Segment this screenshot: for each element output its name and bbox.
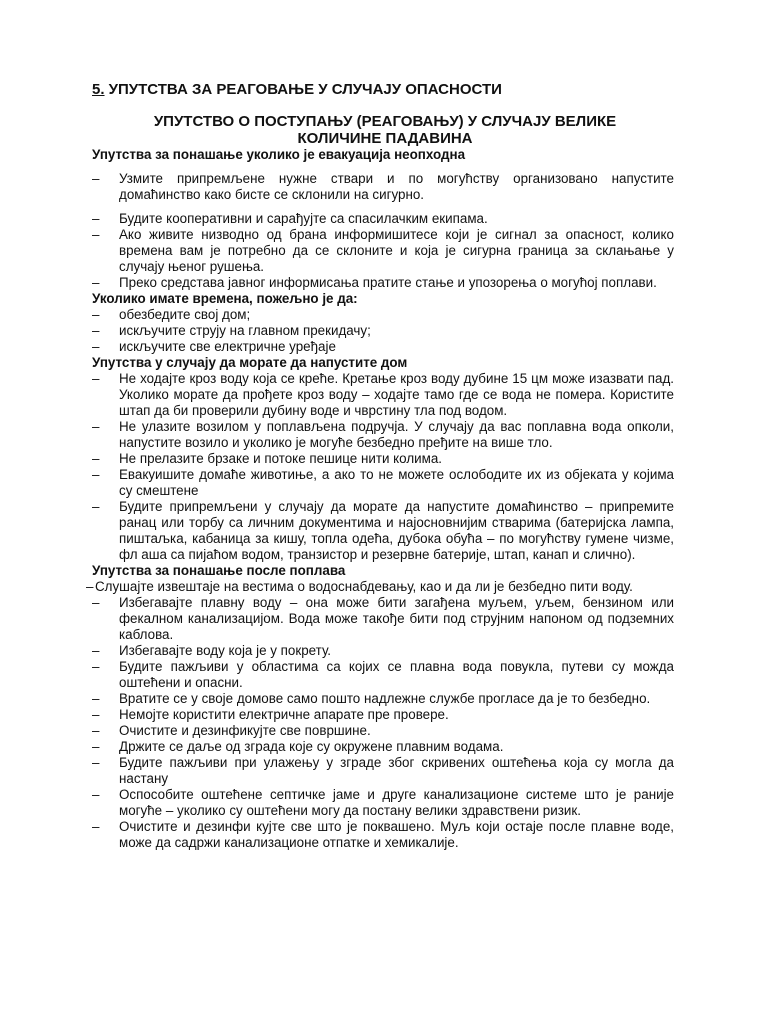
list-item-text: искључите све електричне уређаје <box>119 339 336 354</box>
dash-bullet: – <box>92 691 100 706</box>
dash-bullet: – <box>92 723 100 738</box>
list-item-text: Слушајте извештаје на вестима о водоснабдевању, као и да ли је безбедно пити воду. <box>95 579 633 594</box>
dash-bullet: – <box>92 707 100 722</box>
list-item-text: искључите струју на главном прекидачу; <box>119 323 371 338</box>
list-item <box>92 739 674 755</box>
list-item-text: Очистите и дезинфикујте све површине. <box>119 723 371 738</box>
dash-bullet: – <box>92 275 100 290</box>
list-item-text: Избегавајте воду која је у покрету. <box>119 643 332 658</box>
dash-bullet: – <box>92 467 100 482</box>
list-item-text: Будите кооперативни и сарађујте са спасилачким екипама. <box>119 211 488 226</box>
list-item-text: Избегавајте плавну воду – она може бити загађена муљем, уљем, бензином или фекалном канализацијом. Вода може такође бити под струјним напоном од подземних каблова. <box>119 595 674 642</box>
list-item <box>92 659 674 691</box>
list-item-text: Оспособите оштећене септичке јаме и друге канализационе системе што је раније могуће – уколико су оштећени могу да постану велики здравствени ризик. <box>119 787 674 818</box>
dash-bullet: – <box>92 739 100 754</box>
document-title-line-2: КОЛИЧИНЕ ПАДАВИНА <box>297 130 473 147</box>
section-heading-evacuation: Упутства за понашање уколико је евакуација неопходна <box>92 147 466 162</box>
list-item <box>92 819 674 851</box>
document-body <box>86 147 674 851</box>
section-heading-if-time: Уколико имате времена, пожељно је да: <box>92 291 358 306</box>
list-leave-home <box>92 371 674 563</box>
dash-bullet: – <box>92 755 100 770</box>
dash-bullet: – <box>92 307 100 322</box>
dash-bullet: – <box>92 595 100 610</box>
list-item-text: Ако живите низводно од брана информишитесе који је сигнал за опасност, колико времена вам је потребно да се склоните и која је сигурна граница за склањање у случају њеног рушења. <box>119 227 674 274</box>
dash-bullet: – <box>92 419 100 434</box>
list-item <box>92 323 674 339</box>
list-item <box>92 211 674 227</box>
list-after-flood <box>86 579 674 851</box>
list-item <box>92 499 674 563</box>
chapter-number: 5. <box>92 81 105 98</box>
list-item-text: Очистите и дезинфи кујте све што је поквашено. Муљ који остаје после плавне воде, може да садржи канализационе отпатке и хемикалије. <box>119 819 674 850</box>
dash-bullet: – <box>92 227 100 242</box>
list-item <box>92 691 674 707</box>
dash-bullet: – <box>86 579 94 594</box>
list-item-text: Евакуишите домаће животиње, а ако то не можете ослободите их из објеката у којима су смештене <box>119 467 674 498</box>
list-item <box>92 467 674 499</box>
dash-bullet: – <box>92 819 100 834</box>
section-heading-after-flood: Упутства за понашање после поплава <box>92 563 346 578</box>
list-item <box>92 755 674 787</box>
section-heading-leave-home: Упутства у случају да морате да напустите дом <box>92 355 408 370</box>
document-title <box>120 113 650 147</box>
list-item <box>92 451 674 467</box>
list-item-text: Држите се даље од зграда које су окружене плавним водама. <box>119 739 504 754</box>
list-item <box>92 787 674 819</box>
list-item <box>92 595 674 643</box>
chapter-title: УПУТСТВА ЗА РЕАГОВАЊЕ У СЛУЧАЈУ ОПАСНОСТИ <box>104 81 502 98</box>
list-if-time <box>92 307 674 355</box>
list-item-text: Не ходајте кроз воду која се креће. Кретање кроз воду дубине 15 цм може изазвати пад. Уколико морате да прођете кроз воду – ходајте тамо где се вода не помера. Користите штап да би проверили дубину воде и чврстину тла под водом. <box>119 371 674 418</box>
list-item <box>92 307 674 323</box>
list-item <box>92 171 674 203</box>
list-item-text: Преко средстава јавног информисања пратите стање и упозорења о могућој поплави. <box>119 275 657 290</box>
dash-bullet: – <box>92 659 100 674</box>
dash-bullet: – <box>92 211 100 226</box>
dash-bullet: – <box>92 643 100 658</box>
list-item <box>92 723 674 739</box>
list-item <box>92 419 674 451</box>
list-item-text: обезбедите свој дом; <box>119 307 251 322</box>
list-item-text: Немојте користити електричне апарате пре провере. <box>119 707 449 722</box>
dash-bullet: – <box>92 451 100 466</box>
list-item <box>92 275 674 291</box>
list-item-text: Не прелазите брзаке и потоке пешице нити колима. <box>119 451 443 466</box>
dash-bullet: – <box>92 371 100 386</box>
dash-bullet: – <box>92 171 100 186</box>
list-evacuation <box>92 171 674 291</box>
dash-bullet: – <box>92 323 100 338</box>
dash-bullet: – <box>92 787 100 802</box>
list-item-text: Будите припремљени у случају да морате да напустите домаћинство – припремите ранац или торбу са личним документима и најосновнијим стварима (батеријска лампа, пиштаљка, кабаница за кишу, топла одећа, дубока обућа – по могућству гумене чизме, фл аша са пијаћом водом, транзистор и резервне батерије, штап, канап и слично). <box>119 499 674 562</box>
chapter-heading <box>92 81 502 99</box>
list-item-text: Не улазите возилом у поплављена подручја. У случају да вас поплавна вода опколи, напустите возило и уколико је могуће безбедно пређите на више тло. <box>119 419 674 450</box>
dash-bullet: – <box>92 499 100 514</box>
list-item <box>86 579 674 595</box>
dash-bullet: – <box>92 339 100 354</box>
list-item <box>92 371 674 419</box>
list-item-text: Будите пажљиви при улажењу у зграде због скривених оштећења која су могла да настану <box>119 755 674 786</box>
list-item-text: Узмите припремљене нужне ствари и по могућству организовано напустите домаћинство како бисте се склонили на сигурно. <box>119 171 674 202</box>
document-title-line-1: УПУТСТВО О ПОСТУПАЊУ (РЕАГОВАЊУ) У СЛУЧАЈУ ВЕЛИКЕ <box>153 113 617 130</box>
list-item-text: Будите пажљиви у областима са којих се плавна вода повукла, путеви су можда оштећени и опасни. <box>119 659 674 690</box>
list-item-text: Вратите се у своје домове само пошто надлежне службе прогласе да је то безбедно. <box>119 691 651 706</box>
list-item <box>92 707 674 723</box>
list-item <box>92 339 674 355</box>
list-item <box>92 227 674 275</box>
list-item <box>92 643 674 659</box>
